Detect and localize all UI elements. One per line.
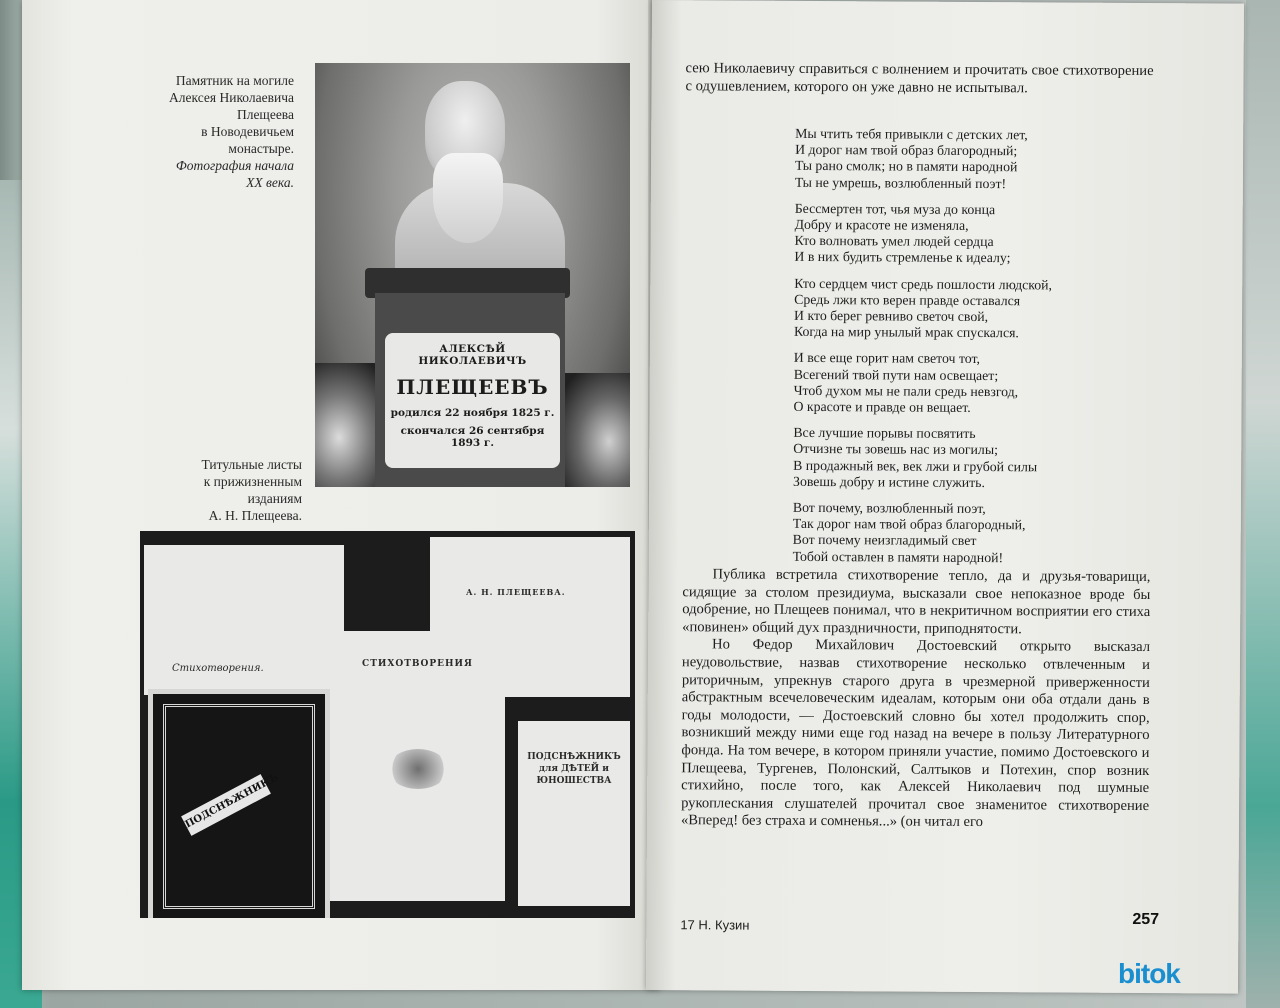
plaque-name: ПЛЕЩЕЕВЪ xyxy=(396,375,549,399)
page-number: 257 xyxy=(1132,910,1160,929)
ornament-icon xyxy=(388,749,448,789)
poem-stanza xyxy=(794,275,1114,342)
sheet-title: ПОДСНѢЖНИКЪ для ДѢТЕЙ и ЮНОШЕСТВА xyxy=(527,752,621,786)
right-page xyxy=(646,0,1244,994)
caption-line: Памятник на могиле xyxy=(175,73,294,88)
intro-paragraph xyxy=(685,60,1153,98)
poem-line: Кто сердцем чист средь пошлости людской, xyxy=(794,275,1053,293)
poem-line: Средь лжи кто верен правде оставался xyxy=(794,291,1021,309)
poem-line: Так дорог нам твой образ благородный, xyxy=(792,516,1026,533)
poem-line: И в них будить стремленье к идеалу; xyxy=(794,249,1011,266)
title-sheet xyxy=(518,721,630,906)
caption-line: Фотография начала xyxy=(175,158,294,173)
poem-stanza xyxy=(795,126,1115,193)
prose-body xyxy=(681,566,1151,833)
poem-line: Все лучшие порывы посвятить xyxy=(793,425,976,442)
title-pages-photo xyxy=(140,531,635,918)
poem-stanza xyxy=(793,500,1113,567)
left-page xyxy=(22,0,660,990)
poem-line: Мы чтить тебя привыкли с детских лет, xyxy=(795,125,1028,143)
poem xyxy=(792,126,1115,577)
watermark-logo: bitok xyxy=(1118,958,1180,989)
printer-signature: 17 Н. Кузин xyxy=(680,917,750,933)
titles-caption xyxy=(132,456,302,524)
paragraph: Публика встретила стихотворение тепло, да и друзья-товарищи, сидящие за столом президиума, высказали свое непоказное вроде бы одобрение, но Плещеев понимал, что в некритичном восприятии его стиха «повинен» общий дух праздничности, приподнятости. xyxy=(682,566,1151,638)
poem-line: Всегений твой пути нам освещает; xyxy=(793,366,999,383)
monument-photo xyxy=(315,63,630,487)
poem-stanza xyxy=(794,201,1114,268)
poem-line: Ты рано смолк; но в памяти народной xyxy=(794,158,1018,175)
poem-line: Отчизне ты зовешь нас из могилы; xyxy=(793,441,998,458)
poem-line: Чтоб духом мы не пали средь невзгод, xyxy=(793,382,1019,400)
poem-line: Добру и красоте не изменяла, xyxy=(794,216,969,233)
book-cover-right-edge xyxy=(1246,0,1280,1008)
plaque-line: скончался 26 сентября 1893 г. xyxy=(400,425,545,449)
caption-line: XX века. xyxy=(246,175,294,190)
poem-line: Вот почему, возлюбленный поэт, xyxy=(792,499,986,517)
caption-line: в Новодевичьем xyxy=(201,124,294,139)
sheet-title: Стихотворения. xyxy=(172,663,264,674)
plaque-line: АЛЕКСѢЙ НИКОЛАЕВИЧЪ xyxy=(418,343,527,367)
title-sheet xyxy=(144,545,344,695)
poem-stanza xyxy=(793,425,1113,492)
poem-line: И все еще горит нам светоч тот, xyxy=(793,350,981,367)
wreath-right xyxy=(560,373,630,487)
poem-line: Тобой оставлен в памяти народной! xyxy=(792,548,1004,565)
bust-beard xyxy=(433,153,503,243)
poem-line: И кто берег ревниво светоч свой, xyxy=(794,307,989,325)
poem-line: Когда на мир унылый мрак спускался. xyxy=(793,324,1019,341)
cover-title-band: ПОДСНѢЖНИКЪ xyxy=(181,774,271,836)
poem-line: Вот почему неизгладимый свет xyxy=(792,532,977,549)
poem-line: В продажный век, век лжи и грубой силы xyxy=(793,457,1038,475)
poem-line: Зовешь добру и истине служить. xyxy=(793,473,985,490)
caption-line: Плещеева xyxy=(236,107,294,122)
sheet-title: СТИХОТВОРЕНИЯ xyxy=(362,659,473,669)
monument-caption xyxy=(122,72,294,191)
paragraph: сею Николаевичу справиться с волнением и прочитать свое стихотворение с одушевлением, которого он уже давно не испытывал. xyxy=(685,60,1154,96)
poem-stanza xyxy=(793,350,1113,417)
monument-plaque xyxy=(385,333,560,468)
paragraph: Но Федор Михайлович Достоевский открыто высказал неудовольствие, назвав стихотворение несколько отвлеченным и риторичным, упрекнув старого друга в чрезмерной приверженности абстрактным всечеловеческим идеалам, которым они оба отдали дань в годы молодости, — Достоевский словно бы хотел продолжить спор, возникший между ними еще год назад на вечере в пользу Литературного фонда. На том вечере, в котором приняли участие, помимо Достоевского и Плещеева, Тургенев, Полонский, Салтыков и Потехин, спор возник стихийно, после того, как Алексей Николаевич под шумные рукоплескания слушателей прочитал свое знаменитое стихотворение «Вперед! без страха и сомненья...» (он читал его xyxy=(680,636,1151,831)
caption-line: изданиям xyxy=(247,491,302,506)
ornate-cover xyxy=(148,689,330,918)
poem-line: Бессмертен тот, чья муза до конца xyxy=(794,200,996,217)
plaque-line: родился 22 ноября 1825 г. xyxy=(390,407,555,419)
sheet-title: А. Н. ПЛЕЩЕЕВА. xyxy=(466,587,566,597)
poem-line: О красоте и правде он вещает. xyxy=(793,398,971,416)
caption-line: Алексея Николаевича xyxy=(169,90,294,105)
caption-line: А. Н. Плещеева. xyxy=(208,508,302,523)
page-footer xyxy=(680,916,1148,936)
caption-line: к прижизненным xyxy=(203,474,302,489)
caption-line: монастыре. xyxy=(228,141,294,156)
title-sheet xyxy=(330,631,505,901)
caption-line: Титульные листы xyxy=(201,457,302,472)
poem-line: Кто волновать умел людей сердца xyxy=(794,233,994,250)
poem-line: Ты не умрешь, возлюбленный поэт! xyxy=(794,174,1007,191)
poem-line: И дорог нам твой образ благородный; xyxy=(795,142,1018,159)
